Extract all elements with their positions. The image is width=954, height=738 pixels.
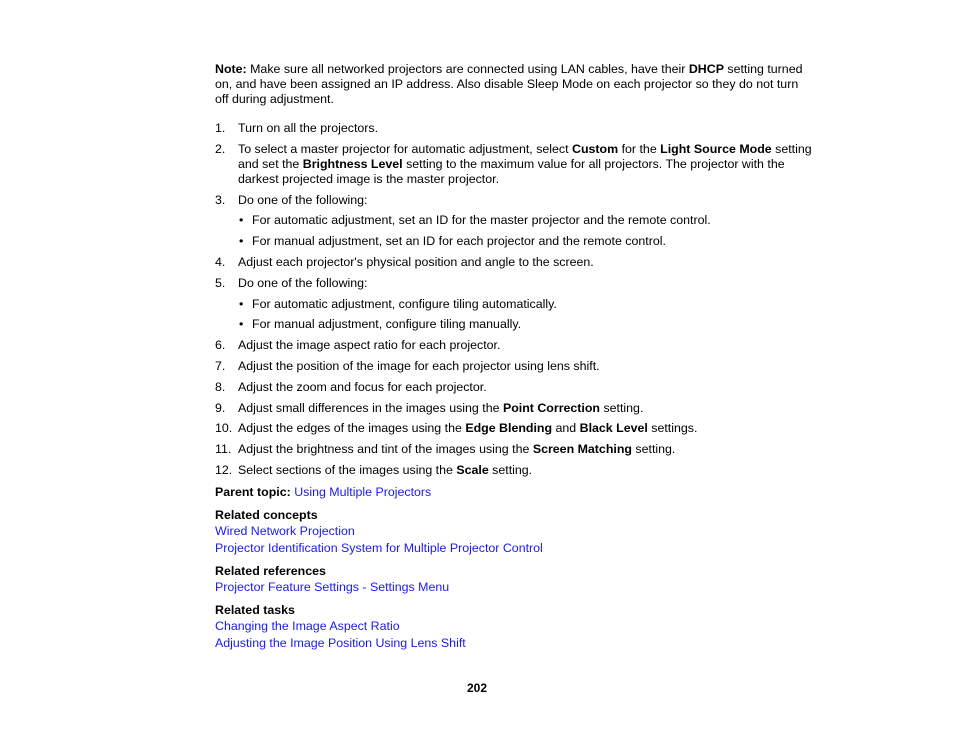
- step-number: 5.: [215, 275, 226, 290]
- steps-list: [215, 121, 815, 477]
- bullet-item: [238, 234, 815, 249]
- step-text: [238, 255, 594, 269]
- step-item: [215, 255, 815, 270]
- bullet-text: For manual adjustment, configure tiling manually.: [252, 317, 522, 332]
- related-concepts-label: Related concepts: [215, 507, 318, 522]
- related-concept-link[interactable]: Wired Network Projection: [215, 523, 355, 538]
- step-item: [215, 421, 815, 436]
- step-text-run: setting and set the: [238, 142, 812, 171]
- step-text: [238, 121, 378, 135]
- step-text: [238, 276, 368, 290]
- step-text-run: Adjust the edges of the images using the: [238, 421, 466, 436]
- step-text-run: Adjust each projector's physical position and angle to the screen.: [238, 254, 594, 269]
- step-text: [238, 442, 675, 456]
- step-text: [238, 463, 532, 477]
- step-text-bold: Light Source Mode: [660, 142, 772, 157]
- step-text-run: To select a master projector for automatic adjustment, select: [238, 142, 573, 157]
- bullet-text: For automatic adjustment, set an ID for the master projector and the remote control.: [252, 213, 711, 228]
- step-text: [238, 338, 500, 352]
- step-text-bold: Custom: [572, 142, 619, 157]
- step-item: [215, 359, 815, 374]
- step-number: 12.: [215, 462, 233, 477]
- note-paragraph: [215, 62, 815, 106]
- step-text-run: setting to the maximum value for all projectors. The projector with the darkest projected image is the master projector.: [238, 156, 785, 186]
- step-text: [238, 142, 812, 186]
- related-concept-link[interactable]: Projector Identification System for Multiple Projector Control: [215, 540, 543, 555]
- related-tasks-label: Related tasks: [215, 602, 295, 617]
- step-text-run: Adjust the zoom and focus for each projector.: [238, 379, 487, 394]
- bullet-icon: •: [239, 296, 244, 311]
- step-text-bold: Brightness Level: [302, 156, 403, 171]
- step-item: [215, 193, 815, 249]
- page-number: 202: [466, 681, 488, 695]
- step-text-run: Adjust the brightness and tint of the images using the: [238, 442, 533, 457]
- step-item: [215, 121, 815, 136]
- bullet-item: [238, 213, 815, 228]
- step-text-run: Turn on all the projectors.: [238, 121, 379, 136]
- step-text-run: Adjust the position of the image for each projector using lens shift.: [238, 358, 600, 373]
- step-text: [238, 380, 487, 394]
- step-item: [215, 276, 815, 332]
- step-item: [215, 338, 815, 353]
- step-text: [238, 421, 697, 435]
- step-number: 7.: [215, 358, 226, 373]
- sub-bullet-list: [238, 297, 815, 333]
- sub-bullet-list: [238, 213, 815, 249]
- step-text: [238, 193, 368, 207]
- parent-topic-label: Parent topic:: [215, 484, 291, 499]
- step-number: 4.: [215, 254, 226, 269]
- related-references-label: Related references: [215, 563, 326, 578]
- document-body: [215, 62, 815, 652]
- step-text-run: for the: [618, 142, 661, 157]
- related-concepts: [215, 507, 815, 557]
- step-text-run: Do one of the following:: [238, 192, 368, 207]
- bullet-icon: •: [239, 213, 244, 228]
- related-references: [215, 563, 815, 596]
- related-reference-link[interactable]: Projector Feature Settings - Settings Menu: [215, 579, 450, 594]
- step-text-bold: Screen Matching: [532, 442, 632, 457]
- step-number: 11.: [215, 442, 232, 457]
- step-item: [215, 442, 815, 457]
- step-text-run: Select sections of the images using the: [238, 462, 457, 477]
- step-text-run: setting.: [488, 462, 533, 477]
- step-text-run: settings.: [647, 421, 698, 436]
- step-item: [215, 401, 815, 416]
- step-text: [238, 359, 600, 373]
- step-item: [215, 463, 815, 478]
- bullet-icon: •: [239, 317, 244, 332]
- step-text-run: Adjust the image aspect ratio for each projector.: [238, 338, 501, 353]
- bullet-item: [238, 297, 815, 312]
- parent-topic: [215, 484, 815, 501]
- note-text-2: setting turned on, and have been assigned an IP address. Also disable Sleep Mode on each projector so they do not turn off during adjustment.: [215, 62, 803, 106]
- note-dhcp: DHCP: [688, 62, 724, 76]
- step-number: 10.: [215, 421, 233, 436]
- bullet-icon: •: [239, 234, 244, 249]
- step-number: 1.: [215, 121, 226, 136]
- step-text-bold: Black Level: [579, 421, 648, 436]
- step-text-bold: Point Correction: [502, 400, 600, 415]
- note-label: Note:: [215, 62, 247, 76]
- step-number: 9.: [215, 400, 226, 415]
- step-text-run: setting.: [631, 442, 676, 457]
- step-item: [215, 142, 815, 186]
- bullet-text: For automatic adjustment, configure tiling automatically.: [252, 296, 557, 311]
- step-number: 2.: [215, 142, 226, 157]
- step-text-bold: Edge Blending: [465, 421, 553, 436]
- step-number: 3.: [215, 192, 226, 207]
- related-task-link[interactable]: Adjusting the Image Position Using Lens Shift: [215, 635, 466, 650]
- bullet-item: [238, 317, 815, 332]
- step-text: [238, 401, 643, 415]
- bullet-text: For manual adjustment, set an ID for each projector and the remote control.: [252, 234, 666, 249]
- step-number: 6.: [215, 338, 226, 353]
- related-task-link[interactable]: Changing the Image Aspect Ratio: [215, 618, 400, 633]
- step-text-bold: Scale: [456, 462, 489, 477]
- step-text-run: setting.: [600, 400, 644, 415]
- step-text-run: and: [552, 421, 580, 436]
- parent-topic-link[interactable]: Using Multiple Projectors: [294, 484, 432, 499]
- step-number: 8.: [215, 379, 226, 394]
- step-item: [215, 380, 815, 395]
- step-text-run: Do one of the following:: [238, 275, 368, 290]
- step-text-run: Adjust small differences in the images using the: [238, 400, 503, 415]
- note-text-1: Make sure all networked projectors are connected using LAN cables, have their: [246, 62, 689, 76]
- related-tasks: [215, 602, 815, 652]
